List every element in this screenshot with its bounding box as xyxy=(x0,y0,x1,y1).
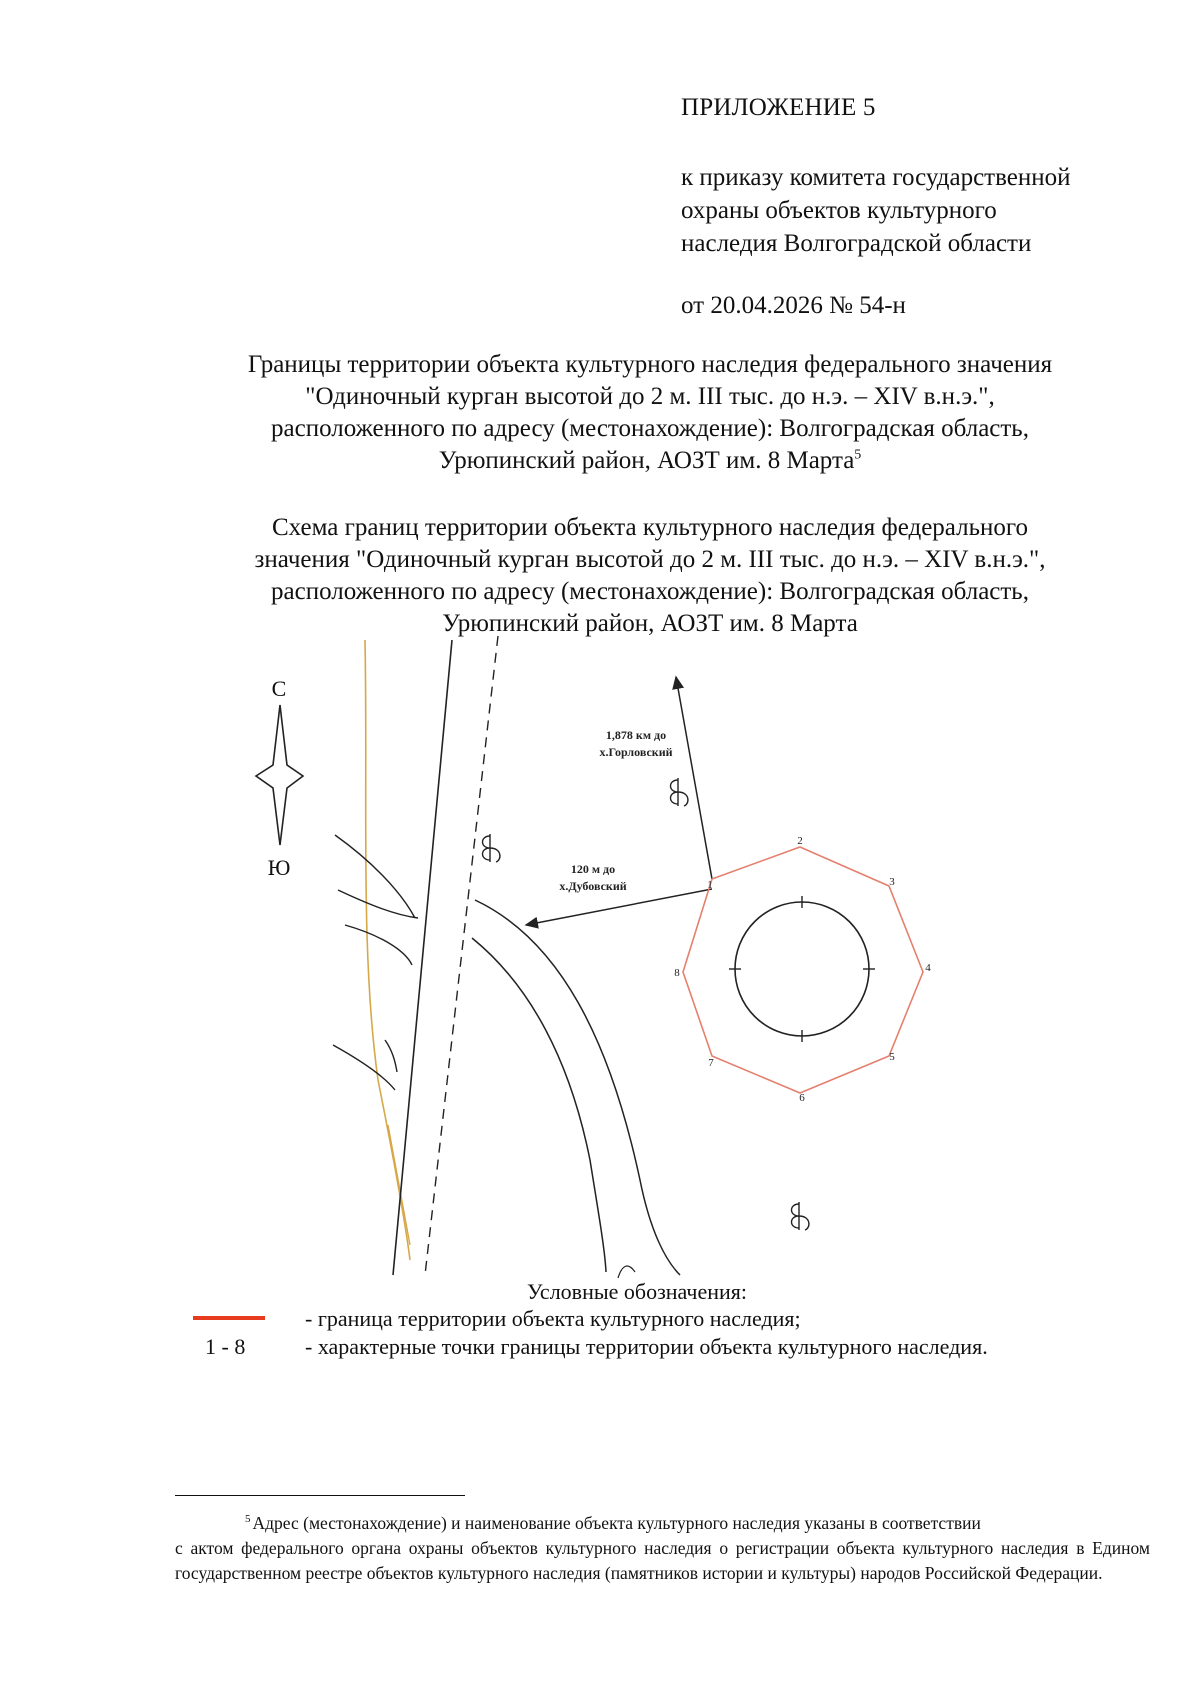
relief-curve xyxy=(333,1045,395,1090)
relief-curve xyxy=(618,1266,635,1278)
scheme-title-line: Схема границ территории объекта культурного наследия федерального xyxy=(271,514,1029,541)
title-line: расположенного по адресу (местонахождение): Волгоградская область, xyxy=(271,415,1029,442)
title-line-text: Урюпинский район, АОЗТ им. 8 Марта xyxy=(438,447,855,474)
footnote-text-rest: с актом федерального органа охраны объектов культурного наследия о регистрации объекта культурного наследия в Едином государственном реестре объектов культурного наследия (памятников истории и культуры) народов Российской Федерации. xyxy=(175,1538,1150,1583)
title-line: "Одиночный курган высотой до 2 м. III тыс. до н.э. – XIV в.н.э.", xyxy=(305,383,995,410)
footnote-separator xyxy=(175,1495,465,1496)
legend-boundary-swatch xyxy=(193,1316,265,1320)
footnote-first-line xyxy=(175,1511,1150,1536)
footnote xyxy=(175,1511,1150,1586)
scheme-title-line: Урюпинский район, АОЗТ им. 8 Марта xyxy=(442,610,858,637)
boundary-point-label: 6 xyxy=(799,1092,805,1104)
compass-north-label: С xyxy=(271,676,287,701)
track-branch xyxy=(388,1125,410,1245)
relief-curve xyxy=(345,925,412,965)
curving-road xyxy=(475,900,680,1275)
compass-rose xyxy=(256,705,303,845)
distance-arrow-dubovsky xyxy=(526,889,712,925)
scheme-title-line: расположенного по адресу (местонахождение): Волгоградская область, xyxy=(271,578,1029,605)
main-road-line xyxy=(393,640,452,1275)
boundary-point-label: 1 xyxy=(707,879,713,891)
boundary-point-label: 3 xyxy=(889,876,895,888)
distance-label-dubovsky: 120 м до xyxy=(570,862,616,876)
distance-label-dubovsky-place: х.Дубовский xyxy=(559,879,627,893)
kurgan-outline xyxy=(735,902,869,1036)
order-line: наследия Волгоградской области xyxy=(681,230,1032,257)
kurgan-ticks xyxy=(729,896,875,1042)
distance-label-gorlovsky: 1,878 км до xyxy=(605,728,667,742)
relief-curve xyxy=(385,1040,397,1072)
footnote-reference[interactable]: 5 xyxy=(854,447,862,463)
order-line: охраны объектов культурного xyxy=(681,197,997,224)
vegetation-symbol-icon xyxy=(671,778,688,806)
compass-south-label: Ю xyxy=(267,855,291,880)
vegetation-symbol-icon xyxy=(483,834,500,862)
boundary-point-label: 4 xyxy=(925,962,931,974)
scheme-title-line: значения "Одиночный курган высотой до 2 м. III тыс. до н.э. – XIV в.н.э.", xyxy=(254,546,1046,573)
boundary-point-label: 2 xyxy=(797,835,803,847)
legend-points-text: - характерные точки границы территории объекта культурного наследия. xyxy=(305,1334,988,1359)
appendix-number: ПРИЛОЖЕНИЕ 5 xyxy=(681,94,876,121)
legend-boundary-text: - граница территории объекта культурного наследия; xyxy=(305,1306,801,1331)
vegetation-symbol-icon xyxy=(792,1202,809,1230)
footnote-mark: 5 xyxy=(245,1513,251,1526)
boundary-point-label: 5 xyxy=(889,1051,895,1063)
title-line: Границы территории объекта культурного наследия федерального значения xyxy=(247,351,1053,378)
footnote-text-first: Адрес (местонахождение) и наименование объекта культурного наследия указаны в соответствии xyxy=(252,1513,981,1533)
curving-road xyxy=(472,938,606,1272)
order-line: к приказу комитета государственной xyxy=(681,164,1071,191)
legend-points-range: 1 - 8 xyxy=(205,1334,246,1359)
distance-arrow-gorlovsky xyxy=(676,677,712,879)
boundary-point-label: 7 xyxy=(708,1057,714,1069)
boundary-polygon xyxy=(683,847,923,1093)
order-date: от 20.04.2026 № 54-н xyxy=(681,292,906,319)
distance-label-gorlovsky-place: х.Горловский xyxy=(599,745,673,759)
dashed-road-line xyxy=(425,636,498,1275)
boundary-point-label: 8 xyxy=(674,967,680,979)
legend-title: Условные обозначения: xyxy=(527,1279,748,1304)
